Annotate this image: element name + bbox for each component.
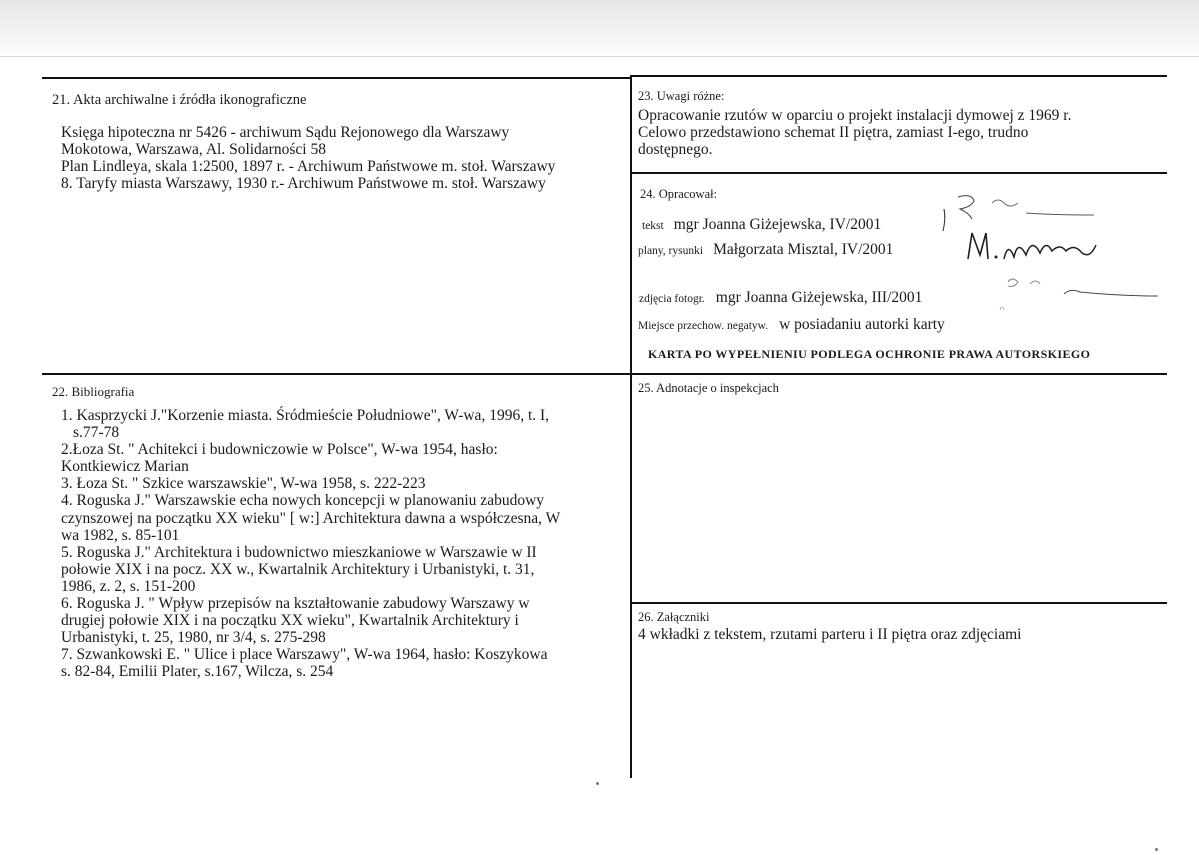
- section-25: [638, 381, 1163, 395]
- top-border-left: [42, 77, 632, 79]
- miejsce-label: Miejsce przechow. negatyw.: [638, 320, 769, 332]
- bibliography-item: [61, 475, 622, 492]
- section-23: [638, 89, 1163, 158]
- attachments-text: 4 wkładki z tekstem, rzutami parteru i II piętra oraz zdjęciami: [638, 626, 1022, 643]
- bibliography-line: drugiej połowie XIX i na początku XX wieku", Kwartalnik Architektury i: [61, 612, 519, 630]
- author-text-row: [642, 216, 881, 234]
- scan-speck: [1155, 848, 1158, 851]
- miejsce-value: w posiadaniu autorki karty: [779, 316, 945, 333]
- section-21: [52, 92, 622, 192]
- section-21-heading: 21. Akta archiwalne i źródła ikonograficzne: [52, 92, 307, 108]
- section-22-heading: 22. Bibliografia: [52, 384, 135, 399]
- archive-line: 8. Taryfy miasta Warszawy, 1930 r.- Archiwum Państwowe m. stoł. Warszawy: [61, 175, 546, 192]
- bibliography-item: [61, 646, 622, 680]
- remark-line: dostępnego.: [638, 141, 713, 158]
- bibliography-item: [61, 492, 622, 543]
- bibliography-line: 1986, z. 2, s. 151-200: [61, 577, 196, 595]
- divider-25-26: [630, 602, 1167, 604]
- signature-mark: [934, 189, 1104, 274]
- copyright-notice: KARTA PO WYPEŁNIENIU PODLEGA OCHRONIE PRAWA AUTORSKIEGO: [648, 347, 1091, 361]
- bibliography-item: [61, 544, 622, 595]
- signature-mark: [990, 272, 1160, 317]
- bibliography-item: [61, 441, 622, 475]
- section-21-body: [61, 124, 622, 192]
- section-25-heading: 25. Adnotacje o inspekcjach: [638, 381, 779, 395]
- section-26-heading: 26. Załączniki: [638, 610, 710, 624]
- archive-line: Mokotowa, Warszawa, Al. Solidarności 58: [61, 141, 326, 158]
- bibliography-line: wa 1982, s. 85-101: [61, 526, 180, 544]
- bibliography-line: 6. Roguska J. " Wpływ przepisów na kształtowanie zabudowy Warszawy w: [61, 595, 530, 613]
- center-divider: [630, 75, 632, 778]
- section-23-heading: 23. Uwagi różne:: [638, 89, 725, 103]
- bibliography-list: [61, 407, 622, 681]
- divider-row: [42, 373, 1167, 375]
- top-border-right: [630, 75, 1167, 77]
- bibliography-item: [61, 595, 622, 646]
- author-plans-row: [638, 241, 893, 259]
- plany-value: Małgorzata Misztal, IV/2001: [713, 241, 894, 258]
- tekst-label: tekst: [642, 220, 664, 232]
- section-26: [638, 610, 1163, 643]
- bibliography-line: s.77-78: [73, 424, 120, 442]
- bibliography-line: czynszowej na początku XX wieku" [ w:] Architektura dawna a współczesna, W: [61, 509, 561, 527]
- bibliography-line: 3. Łoza St. " Szkice warszawskie", W-wa 1958, s. 222-223: [61, 475, 426, 493]
- scan-edge-line: [0, 56, 1199, 57]
- divider-23-24: [630, 172, 1167, 174]
- author-photos-row: [639, 289, 922, 307]
- negatives-row: [638, 316, 945, 334]
- bibliography-line: Urbanistyki, t. 25, 1980, nr 3/4, s. 275-298: [61, 629, 326, 647]
- bibliography-line: 1. Kasprzycki J."Korzenie miasta. Śródmieście Południowe", W-wa, 1996, t. I,: [61, 407, 550, 424]
- section-24: [638, 176, 1163, 371]
- plany-label: plany, rysunki: [638, 245, 704, 257]
- zdjecia-label: zdjęcia fotogr.: [639, 293, 705, 305]
- archive-line: Plan Lindleya, skala 1:2500, 1897 r. - Archiwum Państwowe m. stoł. Warszawy: [61, 158, 556, 175]
- bibliography-line: 5. Roguska J." Architektura i budownictwo mieszkaniowe w Warszawie w II: [61, 543, 537, 561]
- bibliography-line: s. 82-84, Emilii Plater, s.167, Wilcza, s. 254: [61, 663, 334, 681]
- bibliography-line: 2.Łoza St. " Achitekci i budowniczowie w Polsce", W-wa 1954, hasło:: [61, 441, 498, 459]
- bibliography-line: Kontkiewicz Marian: [61, 458, 189, 476]
- archive-line: Księga hipoteczna nr 5426 - archiwum Sądu Rejonowego dla Warszawy: [61, 124, 510, 141]
- section-22: [52, 384, 622, 681]
- remark-line: Celowo przedstawiono schemat II piętra, zamiast I-ego, trudno: [638, 124, 1029, 141]
- bibliography-line: 7. Szwankowski E. " Ulice i place Warszawy", W-wa 1964, hasło: Koszykowa: [61, 646, 548, 664]
- tekst-value: mgr Joanna Giżejewska, IV/2001: [673, 216, 882, 233]
- bibliography-line: 4. Roguska J." Warszawskie echa nowych koncepcji w planowaniu zabudowy: [61, 492, 545, 510]
- remark-line: Opracowanie rzutów w oparciu o projekt instalacji dymowej z 1969 r.: [638, 107, 1072, 124]
- section-24-heading: 24. Opracował:: [640, 187, 718, 201]
- zdjecia-value: mgr Joanna Giżejewska, III/2001: [715, 289, 923, 306]
- bibliography-line: połowie XIX i na pocz. XX w., Kwartalnik Architektury i Urbanistyki, t. 31,: [61, 560, 535, 578]
- bibliography-item: [61, 407, 622, 441]
- scan-speck: [596, 782, 599, 785]
- section-23-body: [638, 107, 1163, 158]
- scan-top-edge: [0, 0, 1199, 62]
